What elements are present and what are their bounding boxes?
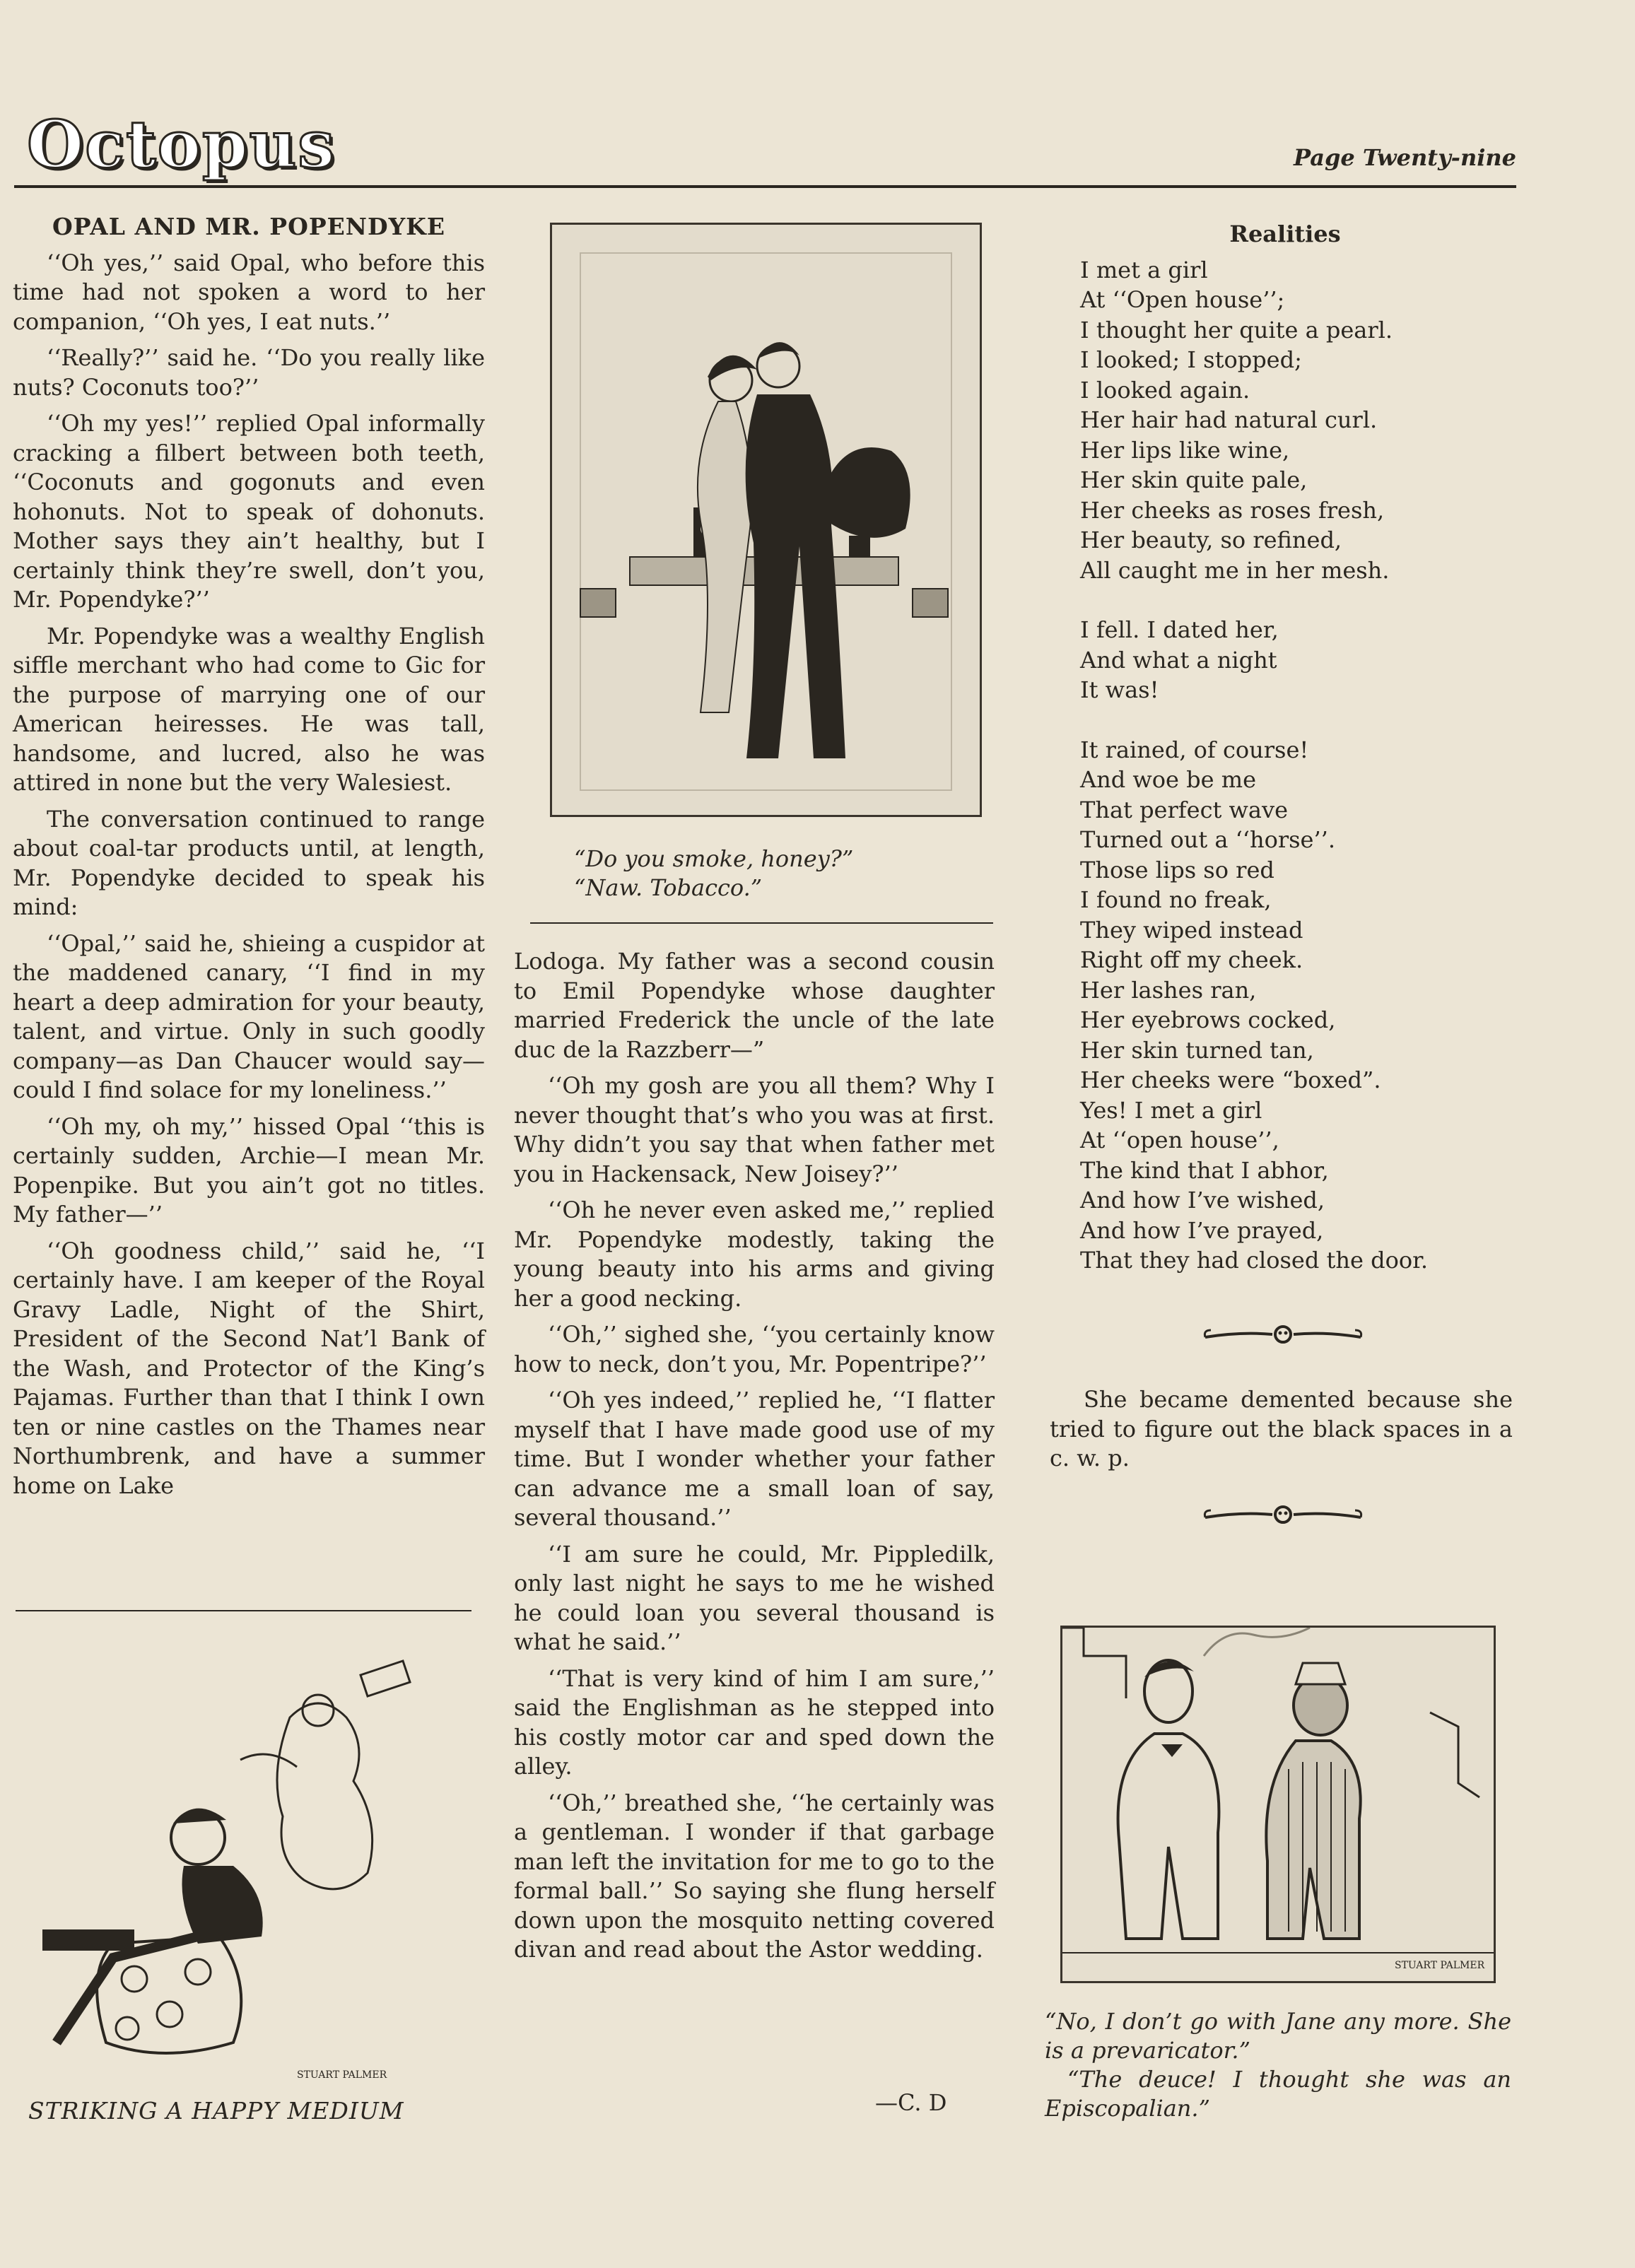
poem-line: I fell. I dated her, [1080, 616, 1279, 643]
poem-line: Her eyebrows cocked, [1080, 1006, 1336, 1033]
stanza-break [1080, 705, 1490, 735]
artist-signature: STUART PALMER [1395, 1960, 1485, 1971]
caption-line: “The deuce! I thought she was an Episcopalian.” [1045, 2066, 1511, 2122]
illustration-dancing-couple [550, 223, 982, 817]
poem-line: Her beauty, so refined, [1080, 527, 1342, 553]
cartoon-caption: STRIKING A HAPPY MEDIUM [28, 2097, 404, 2125]
poem-line: I looked again. [1080, 376, 1250, 404]
column-rule [16, 1610, 471, 1611]
poem-line: Her lashes ran, [1080, 976, 1257, 1004]
paragraph: ‘‘Oh my gosh are you all them? Why I never thought that’s who you was at first. Why didn’t you say that when father met you in Hackensack, New Joisey?’’ [514, 1072, 995, 1187]
poem-line: They wiped instead [1080, 916, 1303, 944]
ornament-divider [1202, 1322, 1364, 1347]
masthead [14, 106, 1516, 184]
illustration-caption [574, 845, 853, 903]
paragraph: Mr. Popendyke was a wealthy English siffle merchant who had come to Gic for the purpose of marrying one of our American heiresses. He was tall, handsome, and lucred, also he was attired in none but the very Walesiest. [13, 622, 485, 796]
cartoon-caption [1045, 2007, 1511, 2123]
poem-stanza [1080, 255, 1490, 586]
poem-line: Her lips like wine, [1080, 436, 1290, 464]
paragraph: Lodoga. My father was a second cousin to Emil Popendyke whose daughter married Frederick the uncle of the late duc de la Razzberr—” [514, 948, 995, 1063]
paragraph: ‘‘Oh,’’ breathed she, ‘‘he certainly was a gentleman. I wonder if that garbage man left the invitation for me to go to the formal ball.’’ So saying she flung herself down upon the mosquito netting covered divan and read about the Astor wedding. [514, 1789, 995, 1963]
paragraph: ‘‘Oh my yes!’’ replied Opal informally cracking a filbert between both teeth, ‘‘Coconuts and gogonuts and even hohonuts. Not to speak of dohonuts. Mother says they ain’t healthy, but I certainly think they’re swell, don’t you, Mr. Popendyke?’’ [13, 410, 485, 613]
paragraph: ‘‘Opal,’’ said he, shieing a cuspidor at the maddened canary, ‘‘I find in my heart a deep admiration for your beauty, talent, and virtue. Only in such goodly company—as Dan Chaucer would say—could I find solace for my loneliness.’’ [13, 929, 485, 1103]
poem-line: Yes! I met a girl [1080, 1096, 1262, 1124]
poem-line: And what a night [1080, 646, 1277, 674]
poem-line: At ‘‘open house’’, [1080, 1127, 1279, 1153]
poem-line: It rained, of course! [1080, 736, 1309, 763]
cartoon-drawing [28, 1633, 474, 2085]
filler-joke [1050, 1385, 1513, 1481]
artist-signature: STUART PALMER [297, 2069, 387, 2081]
poem-line: At ‘‘Open house’’; [1080, 286, 1285, 313]
paragraph: ‘‘Really?’’ said he. ‘‘Do you really like nuts? Coconuts too?’’ [13, 344, 485, 401]
story-column-1 [13, 212, 485, 1508]
story-column-2 [514, 947, 995, 1972]
paragraph: ‘‘That is very kind of him I am sure,’’ said the Englishman as he stepped into his costly motor car and sped down the alley. [514, 1664, 995, 1780]
masthead-rule [14, 185, 1516, 188]
poem-line: And woe be me [1080, 766, 1257, 793]
cartoon-drawing [1062, 1628, 1494, 1981]
poem-stanza [1080, 615, 1490, 705]
story-title: OPAL AND MR. POPENDYKE [52, 213, 445, 240]
poem-line: I met a girl [1080, 256, 1208, 283]
poem-line: It was! [1080, 676, 1159, 703]
poem-line: I looked; I stopped; [1080, 346, 1302, 373]
paragraph: ‘‘I am sure he could, Mr. Pippledilk, only last night he says to me he wished he could loan you several thousand is what he said.’’ [514, 1540, 995, 1655]
paragraph: ‘‘Oh yes,’’ said Opal, who before this time had not spoken a word to her companion, ‘‘Oh yes, I eat nuts.’’ [13, 249, 485, 335]
cartoon-striking-happy-medium [28, 1633, 474, 2085]
ornament-divider [1202, 1502, 1364, 1527]
joke-text: She became demented because she tried to figure out the black spaces in a c. w. p. [1050, 1386, 1513, 1471]
caption-line: “No, I don’t go with Jane any more. She is a prevaricator.” [1045, 2008, 1511, 2064]
poem-line: Turned out a ‘‘horse’’. [1080, 826, 1335, 853]
paragraph: ‘‘Oh yes indeed,’’ replied he, ‘‘I flatter myself that I have made good use of my time. But I wonder whether your father can advance me a small loan of say, several thousand.’’ [514, 1387, 995, 1531]
poem-line: And how I’ve prayed, [1080, 1216, 1324, 1244]
stanza-break [1080, 585, 1490, 615]
poem-line: Her cheeks were “boxed”. [1080, 1067, 1381, 1093]
paragraph: The conversation continued to range about coal-tar products until, at length, Mr. Popendyke decided to speak his mind: [13, 805, 485, 920]
cartoon-prevaricator [1060, 1626, 1496, 1983]
poem-line: I found no freak, [1080, 886, 1272, 913]
paragraph: ‘‘Oh my, oh my,’’ hissed Opal ‘‘this is certainly sudden, Archie—I mean Mr. Popenpike. But you ain’t got no titles. My father—’’ [13, 1112, 485, 1228]
caption-line: “Naw. Tobacco.” [574, 874, 763, 901]
poem-line: Her skin quite pale, [1080, 466, 1308, 493]
paragraph: ‘‘Oh,’’ sighed she, ‘‘you certainly know how to neck, don’t you, Mr. Popentripe?’’ [514, 1321, 995, 1377]
poem-line: That they had closed the door. [1080, 1247, 1429, 1274]
poem-line: The kind that I abhor, [1080, 1156, 1329, 1184]
poem-line: Those lips so red [1080, 856, 1274, 883]
poem-line: Her cheeks as roses fresh, [1080, 496, 1385, 524]
octopus-logo: Octopus [27, 106, 336, 182]
poem-stanza [1080, 735, 1490, 1276]
poem-line: That perfect wave [1080, 796, 1288, 823]
story-signature: —C. D [875, 2089, 947, 2116]
poem-line: All caught me in her mesh. [1080, 556, 1390, 584]
poem-realities [1080, 219, 1490, 1276]
poem-line: Right off my cheek. [1080, 946, 1303, 973]
page-number: Page Twenty-nine [1294, 144, 1516, 171]
paragraph: ‘‘Oh he never even asked me,’’ replied Mr. Popendyke modestly, taking the young beauty into his arms and giving her a good necking. [514, 1197, 995, 1312]
poem-line: Her skin turned tan, [1080, 1036, 1314, 1064]
poem-title: Realities [1229, 221, 1341, 247]
poem-line: Her hair had natural curl. [1080, 406, 1378, 433]
paragraph: ‘‘Oh goodness child,’’ said he, ‘‘I certainly have. I am keeper of the Royal Gravy Ladle, Night of the Shirt, President of the Second Nat’l Bank of the Wash, and Protector of the King’s Pajamas. Further than that I think I own ten or nine castles on the Thames near Northumbrenk, and have a summer home on Lake [13, 1237, 485, 1499]
poem-line: I thought her quite a pearl. [1080, 316, 1393, 343]
caption-line: “Do you smoke, honey?” [574, 845, 854, 872]
column-rule [530, 922, 993, 924]
couple-drawing [552, 225, 980, 815]
poem-line: And how I’ve wished, [1080, 1187, 1325, 1214]
